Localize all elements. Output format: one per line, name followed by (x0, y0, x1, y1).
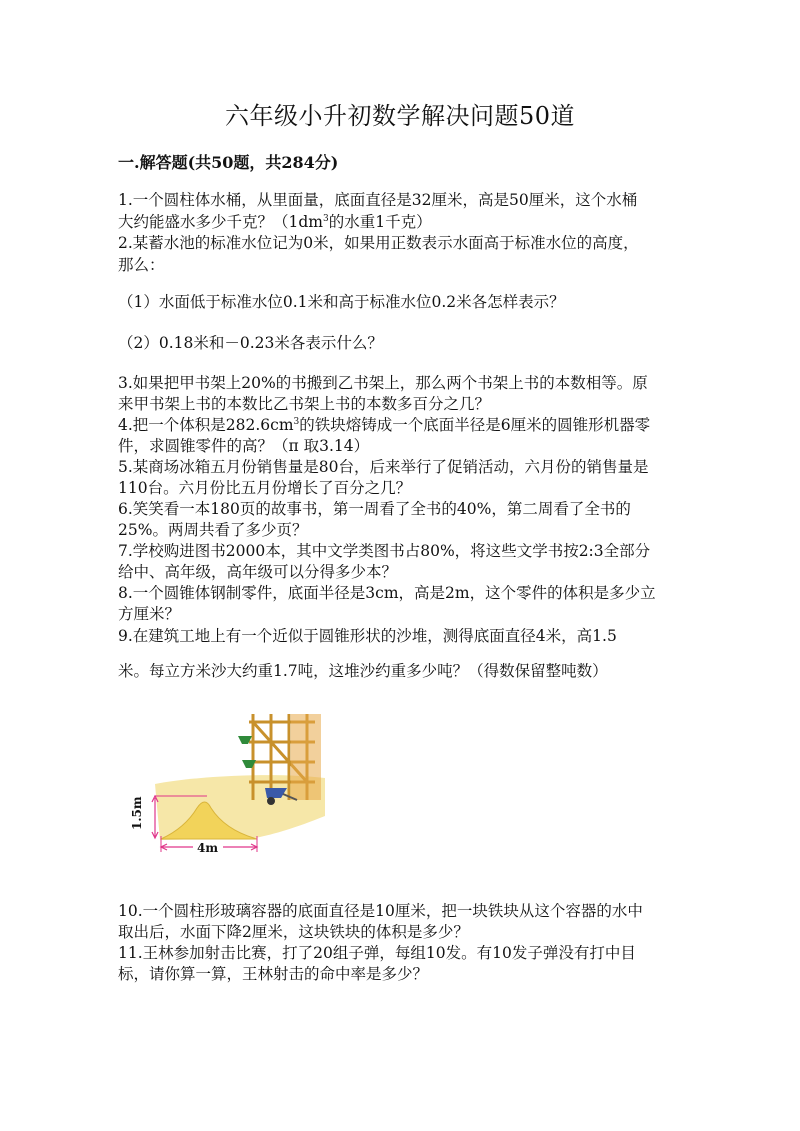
q11-line2: 标，请你算一算，王林射击的命中率是多少？ (118, 965, 429, 983)
q1-line1: 1.一个圆柱体水桶，从里面量，底面直径是32厘米，高是50厘米，这个水桶 (118, 191, 638, 209)
q4-line2: 件，求圆锥零件的高？（π 取3.14） (118, 437, 370, 455)
q5-line1: 5.某商场冰箱五月份销售量是80台，后来举行了促销活动，六月份的销售量是 (118, 458, 649, 476)
q8-line2: 方厘米？ (118, 605, 181, 623)
q3-line1: 3.如果把甲书架上20%的书搬到乙书架上，那么两个书架上书的本数相等。原 (118, 374, 648, 392)
q4-line1 (118, 413, 650, 435)
height-label: 1.5m (130, 796, 144, 830)
q2-line2: 那么： (118, 256, 165, 274)
q9-line1: 9.在建筑工地上有一个近似于圆锥形状的沙堆，测得底面直径4米，高1.5 (118, 627, 617, 645)
q1-line2-a: 大约能盛水多少千克？（1dm (118, 213, 323, 231)
q10-line1: 10.一个圆柱形玻璃容器的底面直径是10厘米，把一块铁块从这个容器的水中 (118, 902, 643, 920)
sand-pile-illustration (125, 708, 335, 863)
q6-line2: 25%。两周共看了多少页？ (118, 521, 308, 539)
diameter-label: 4m (197, 841, 219, 855)
q1-line2 (118, 210, 432, 232)
q6-line1: 6.笑笑看一本180页的故事书，第一周看了全书的40%，第二周看了全书的 (118, 500, 631, 518)
section-heading: 一.解答题(共50题，共284分) (118, 153, 339, 172)
q7-line1: 7.学校购进图书2000本，其中文学类图书占80%，将这些文学书按2:3全部分 (118, 542, 651, 560)
q2-sub2: （2）0.18米和－0.23米各表示什么？ (118, 334, 383, 352)
q1-line2-b: 的水重1千克） (328, 213, 432, 231)
q3-line2: 来甲书架上书的本数比乙书架上书的本数多百分之几？ (118, 395, 491, 413)
q2-sub1: （1）水面低于标准水位0.1米和高于标准水位0.2米各怎样表示？ (118, 293, 565, 311)
q8-line1: 8.一个圆锥体钢制零件，底面半径是3cm，高是2m，这个零件的体积是多少立 (118, 584, 656, 602)
q5-line2: 110台。六月份比五月份增长了百分之几？ (118, 479, 412, 497)
q10-line2: 取出后，水面下降2厘米，这块铁块的体积是多少？ (118, 923, 469, 941)
q7-line2: 给中、高年级，高年级可以分得多少本？ (118, 563, 398, 581)
sand-pile-figure (125, 708, 335, 863)
page-title: 六年级小升初数学解决问题50道 (224, 102, 576, 130)
q2-line1: 2.某蓄水池的标准水位记为0米，如果用正数表示水面高于标准水位的高度， (118, 234, 639, 252)
building-wall (291, 714, 321, 800)
q4-line1-sup: 3 (293, 416, 300, 427)
q4-line1-a: 4.把一个体积是282.6cm (118, 416, 294, 434)
q1-line2-sup: 3 (322, 213, 329, 224)
q11-line1: 11.王林参加射击比赛，打了20组子弹，每组10发。有10发子弹没有打中目 (118, 944, 636, 962)
q9-line2: 米。每立方米沙大约重1.7吨，这堆沙约重多少吨？（得数保留整吨数） (118, 662, 608, 680)
q4-line1-b: 的铁块熔铸成一个底面半径是6厘米的圆锥形机器零 (299, 416, 651, 434)
